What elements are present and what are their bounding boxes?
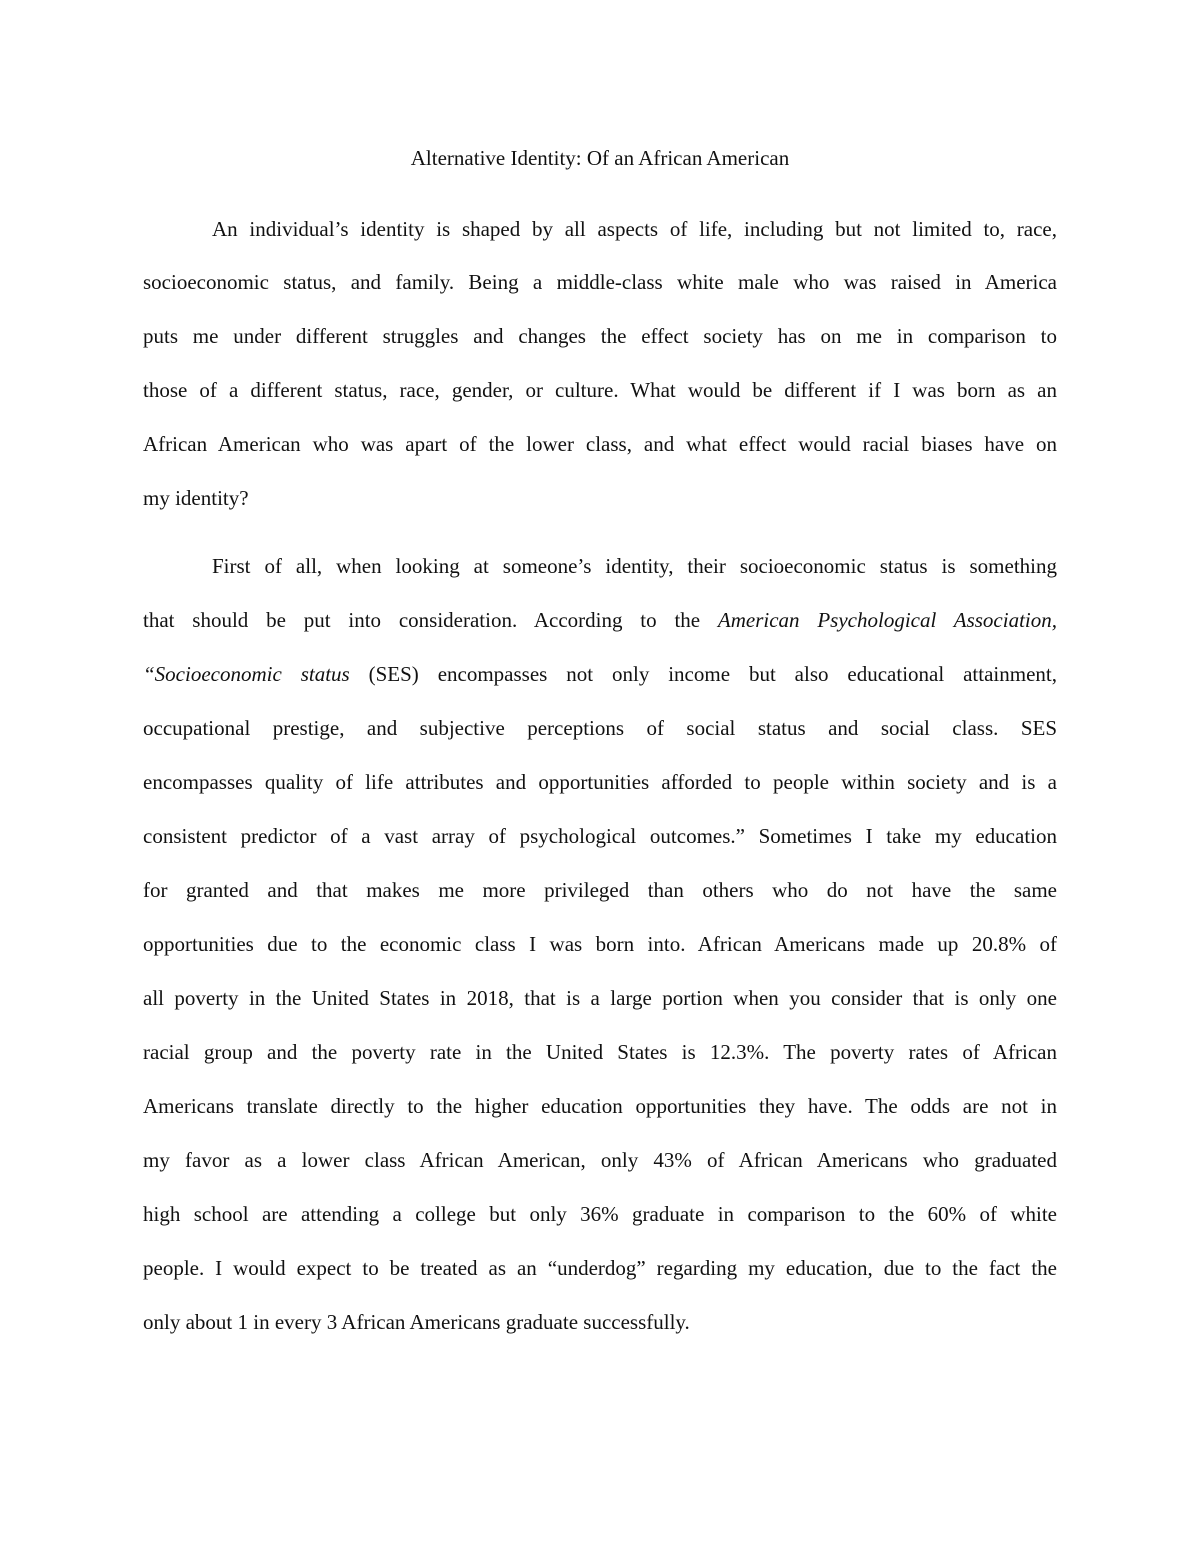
paragraph-1-line-5: African American who was apart of the lower class, and what effect would racial biases have on xyxy=(143,432,1057,456)
paragraph-2-line-3-text: (SES) encompasses not only income but also educational attainment, xyxy=(349,662,1057,686)
paragraph-1-line-1: An individual’s identity is shaped by all aspects of life, including but not limited to, race, xyxy=(212,217,1057,241)
paragraph-1-line-2: socioeconomic status, and family. Being a middle-class white male who was raised in America xyxy=(143,270,1057,294)
paragraph-2-line-5: encompasses quality of life attributes and opportunities afforded to people within society and is a xyxy=(143,770,1057,794)
paragraph-2-line-12: my favor as a lower class African American, only 43% of African Americans who graduated xyxy=(143,1148,1057,1172)
paragraph-2-line-14: people. I would expect to be treated as an “underdog” regarding my education, due to the fact the xyxy=(143,1256,1057,1280)
paragraph-2-line-7: for granted and that makes me more privileged than others who do not have the same xyxy=(143,878,1057,902)
paragraph-1-line-6: my identity? xyxy=(143,486,249,510)
paragraph-1-line-3: puts me under different struggles and changes the effect society has on me in comparison to xyxy=(143,324,1057,348)
paragraph-1-line-4: those of a different status, race, gender, or culture. What would be different if I was born as an xyxy=(143,378,1057,402)
page-title: Alternative Identity: Of an African American xyxy=(410,146,790,170)
paragraph-2-line-4: occupational prestige, and subjective perceptions of social status and social class. SES xyxy=(143,716,1057,740)
paragraph-2-line-2-text: that should be put into consideration. According to the xyxy=(143,608,718,632)
paragraph-2-line-2 xyxy=(143,607,1057,633)
paragraph-2-line-13: high school are attending a college but only 36% graduate in comparison to the 60% of white xyxy=(143,1202,1057,1226)
quoted-term: “Socioeconomic status xyxy=(143,662,350,686)
source-name: American Psychological Association, xyxy=(717,608,1057,632)
paragraph-2-line-9: all poverty in the United States in 2018, that is a large portion when you consider that is only one xyxy=(143,986,1057,1010)
paragraph-2-line-6: consistent predictor of a vast array of psychological outcomes.” Sometimes I take my education xyxy=(143,824,1057,848)
paragraph-2-line-10: racial group and the poverty rate in the United States is 12.3%. The poverty rates of African xyxy=(143,1040,1057,1064)
paragraph-2-line-11: Americans translate directly to the higher education opportunities they have. The odds are not in xyxy=(143,1094,1057,1118)
paragraph-2-line-15: only about 1 in every 3 African Americans graduate successfully. xyxy=(143,1310,690,1334)
paragraph-2-line-1: First of all, when looking at someone’s identity, their socioeconomic status is something xyxy=(212,554,1057,578)
paragraph-2-line-8: opportunities due to the economic class I was born into. African Americans made up 20.8% of xyxy=(143,932,1057,956)
paragraph-2-line-3 xyxy=(143,661,1057,687)
